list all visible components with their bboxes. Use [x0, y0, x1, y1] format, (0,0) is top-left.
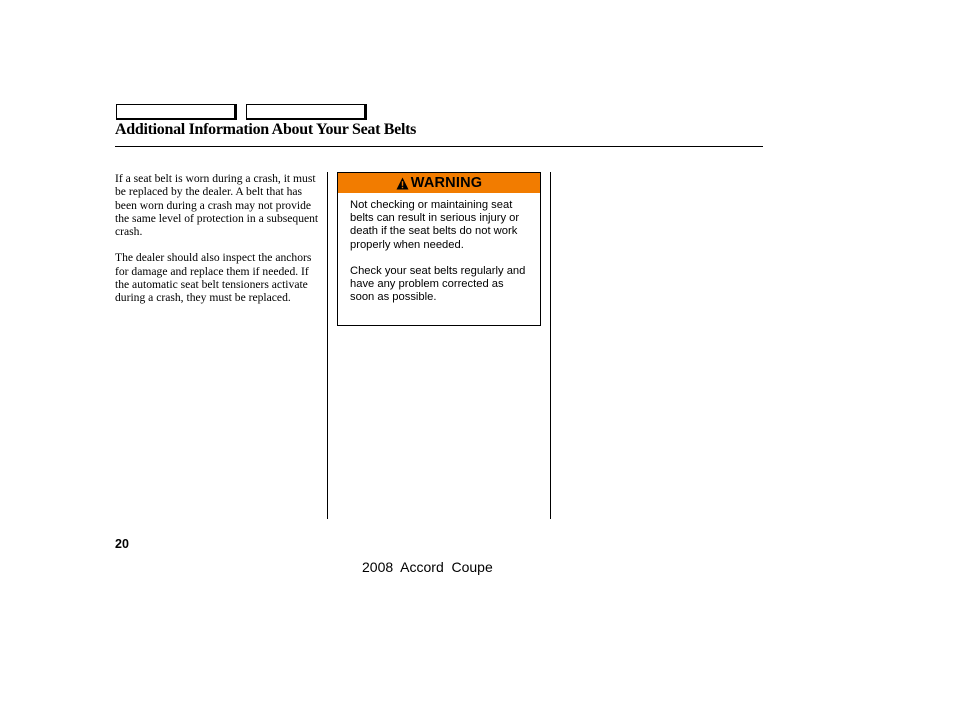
column-divider-left [327, 172, 328, 519]
nav-button-contents[interactable] [116, 104, 237, 120]
footer-model: 2008 Accord Coupe [362, 559, 493, 575]
page-title: Additional Information About Your Seat Belts [115, 121, 417, 138]
warning-paragraph-1: Not checking or maintaining seat belts can result in serious injury or death if the seat belts do not work properly when needed. [350, 199, 520, 251]
warning-label: WARNING [410, 175, 483, 191]
body-paragraph-1: If a seat belt is worn during a crash, it must be replaced by the dealer. A belt that has been worn during a crash may not provide the same level of protection in a subsequent crash. [115, 172, 319, 239]
body-paragraph-2: The dealer should also inspect the anchors for damage and replace them if needed. If the automatic seat belt tensioners activate during a crash, they must be replaced. [115, 251, 312, 305]
column-divider-right [550, 172, 551, 519]
warning-body [338, 193, 540, 304]
warning-box [337, 172, 541, 326]
warning-triangle-icon [396, 177, 409, 190]
warning-header [338, 173, 540, 193]
warning-paragraph-2: Check your seat belts regularly and have any problem corrected as soon as possible. [350, 264, 526, 304]
nav-button-index[interactable] [246, 104, 367, 120]
page-number: 20 [115, 537, 129, 551]
body-column [115, 172, 323, 318]
title-divider [115, 146, 763, 147]
